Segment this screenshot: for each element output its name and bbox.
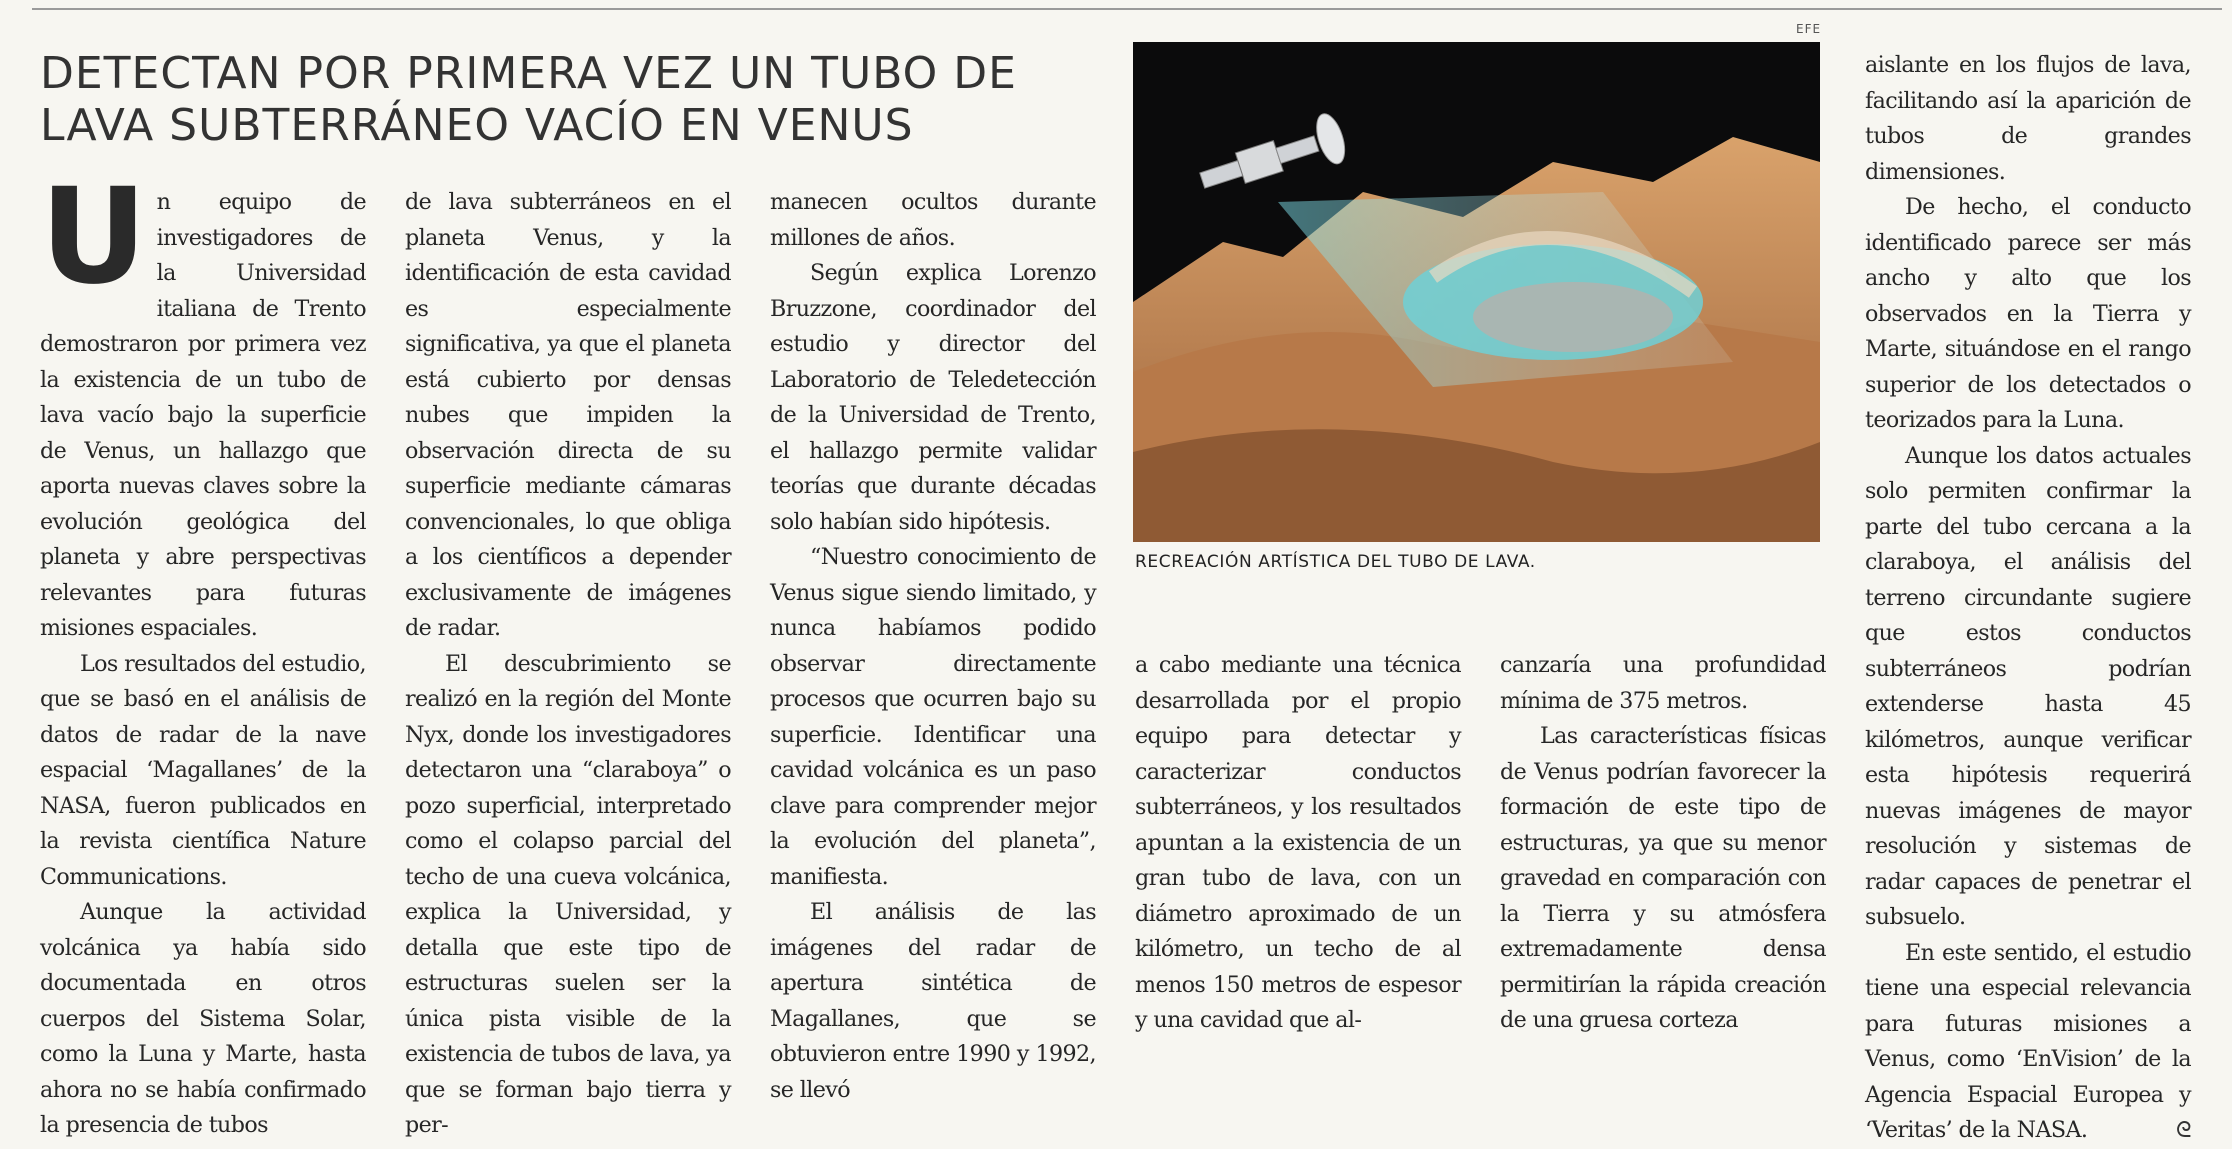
- photo-credit: EFE: [1796, 22, 1822, 36]
- drop-cap: U: [40, 160, 147, 314]
- column-6: [1865, 48, 2191, 1149]
- figure-caption: RECREACIÓN ARTÍSTICA DEL TUBO DE LAVA.: [1135, 552, 1536, 572]
- paragraph: Los resultados del estudio, que se basó en el análisis de datos de radar de la nave espacial ‘Magallanes’ de la NASA, fueron publicados en la revista científica Nature Communications.: [40, 650, 366, 890]
- lava-tube-illustration: [1133, 42, 1820, 542]
- column-1: [40, 160, 366, 1144]
- paragraph: Un equipo de investigadores de la Universidad italiana de Trento demostraron por primera vez la existencia de un tubo de lava vacío bajo la superficie de Venus, un hallazgo que aporta nuevas claves sobre la evolución geológica del planeta y abre perspectivas relevantes para futuras misiones espaciales.: [40, 160, 366, 641]
- headline: DETECTAN POR PRIMERA VEZ UN TUBO DE LAVA SUBTERRÁNEO VACÍO EN VENUS: [40, 48, 1017, 151]
- paragraph: En este sentido, el estudio tiene una especial relevancia para futuras misiones a Venus, como ‘EnVision’ de la Agencia Espacial Europea y ‘Veritas’ de la NASA. ᘓ: [1865, 936, 2191, 1149]
- paragraph: Aunque los datos actuales solo permiten confirmar la parte del tubo cercana a la claraboya, el análisis del terreno circundante sugiere que estos conductos subterráneos podrían extenderse hasta 45 kilómetros, aunque verificar esta hipótesis requerirá nuevas imágenes de mayor resolución y sistemas de radar capaces de penetrar el subsuelo.: [1865, 442, 2191, 930]
- artist-illustration: [1133, 42, 1820, 542]
- paragraph: De hecho, el conducto identificado parece ser más ancho y alto que los observados en la Tierra y Marte, situándose en el rango superior de los detectados o teorizados para la Luna.: [1865, 194, 2191, 433]
- paragraph: de lava subterráneos en el planeta Venus, y la identificación de esta cavidad es especialmente significativa, ya que el planeta está cubierto por densas nubes que impiden la observación directa de su superficie mediante cámaras convencionales, lo que obliga a los científicos a depender exclusivamente de imágenes de radar.: [405, 189, 731, 641]
- paragraph: aislante en los flujos de lava, facilitando así la aparición de tubos de grandes dimensiones.: [1865, 52, 2191, 185]
- cavity-floor: [1473, 282, 1673, 352]
- paragraph: manecen ocultos durante millones de años.: [770, 189, 1096, 251]
- paragraph: Aunque la actividad volcánica ya había sido documentada en otros cuerpos del Sistema Solar, como la Luna y Marte, hasta ahora no se había confirmado la presencia de tubos: [40, 899, 366, 1138]
- top-rule: [32, 8, 2222, 10]
- column-2: [405, 185, 731, 1144]
- paragraph: El descubrimiento se realizó en la región del Monte Nyx, donde los investigadores detectaron una “claraboya” o pozo superficial, interpretado como el colapso parcial del techo de una cueva volcánica, explica la Universidad, y detalla que este tipo de estructuras suelen ser la única pista visible de la existencia de tubos de lava, ya que se forman bajo tierra y per-: [405, 650, 731, 1138]
- paragraph: a cabo mediante una técnica desarrollada por el propio equipo para detectar y caracterizar conductos subterráneos, y los resultados apuntan a la existencia de un gran tubo de lava, con un diámetro aproximado de un kilómetro, un techo de al menos 150 metros de espesor y una cavidad que al-: [1135, 652, 1461, 1033]
- paragraph: Según explica Lorenzo Bruzzone, coordinador del estudio y director del Laboratorio de Teledetección de la Universidad de Trento, el hallazgo permite validar teorías que durante décadas solo habían sido hipótesis.: [770, 260, 1096, 535]
- end-mark-icon: ᘓ: [2175, 1117, 2191, 1143]
- paragraph: El análisis de las imágenes del radar de apertura sintética de Magallanes, que se obtuvieron entre 1990 y 1992, se llevó: [770, 899, 1096, 1103]
- paragraph: “Nuestro conocimiento de Venus sigue siendo limitado, y nunca habíamos podido observar directamente procesos que ocurren bajo su superficie. Identificar una cavidad volcánica es un paso clave para comprender mejor la evolución del planeta”, manifiesta.: [770, 544, 1096, 890]
- paragraph: canzaría una profundidad mínima de 375 metros.: [1500, 652, 1826, 714]
- paragraph: Las características físicas de Venus podrían favorecer la formación de este tipo de estructuras, ya que su menor gravedad en comparación con la Tierra y su atmósfera extremadamente densa permitirían la rápida creación de una gruesa corteza: [1500, 723, 1826, 1033]
- column-3: [770, 185, 1096, 1108]
